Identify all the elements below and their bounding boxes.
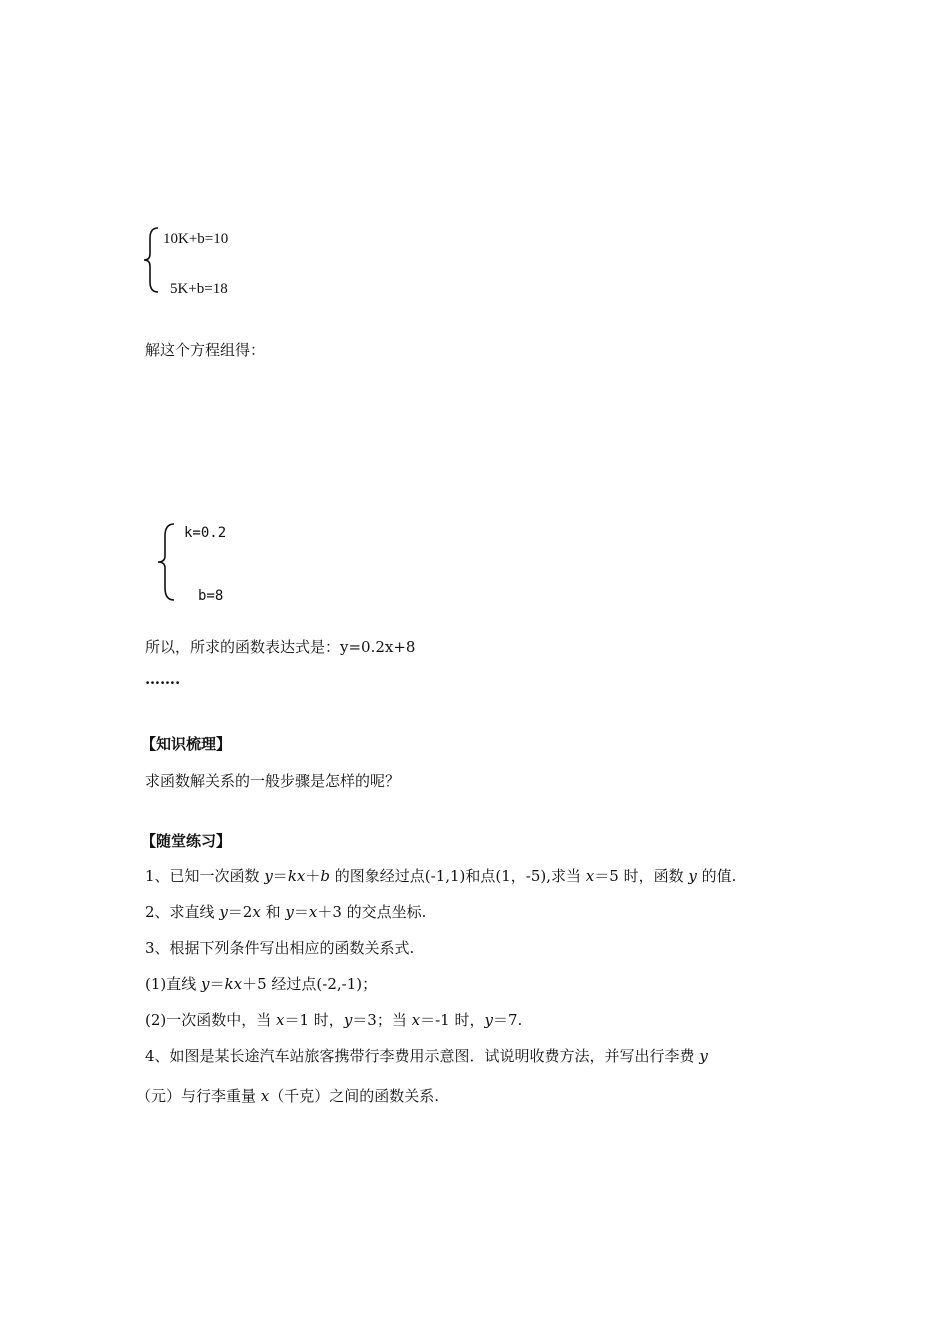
question-4-line-1: 4、如图是某长途汽车站旅客携带行李费用示意图．试说明收费方法，并写出行李费 y bbox=[145, 1047, 708, 1065]
result-text: 所以，所求的函数表达式是：y=0.2x+8 bbox=[145, 638, 416, 656]
knowledge-heading: 【知识梳理】 bbox=[141, 735, 232, 753]
left-brace-2 bbox=[155, 522, 177, 602]
equation-2: 5K+b=18 bbox=[170, 281, 228, 297]
solution-k: k=0.2 bbox=[184, 525, 227, 541]
ellipsis: ……. bbox=[145, 670, 181, 688]
question-3: 3、根据下列条件写出相应的函数关系式. bbox=[145, 939, 415, 957]
question-4-line-2: （元）与行李重量 x（千克）之间的函数关系. bbox=[136, 1087, 440, 1105]
question-3-2: (2)一次函数中，当 x＝1 时，y＝3；当 x＝-1 时，y＝7. bbox=[145, 1011, 523, 1029]
solve-text: 解这个方程组得： bbox=[145, 341, 266, 359]
knowledge-question: 求函数解关系的一般步骤是怎样的呢？ bbox=[145, 772, 401, 790]
left-brace-1 bbox=[141, 226, 161, 294]
question-2: 2、求直线 y＝2x 和 y＝x＋3 的交点坐标. bbox=[145, 903, 427, 921]
practice-heading: 【随堂练习】 bbox=[141, 832, 232, 850]
question-1: 1、已知一次函数 y＝kx＋b 的图象经过点(-1,1)和点(1，-5),求当 x＝5 时，函数 y 的值. bbox=[145, 867, 737, 885]
question-3-1: (1)直线 y＝kx＋5 经过点(-2,-1)； bbox=[145, 975, 378, 993]
solution-b: b=8 bbox=[198, 588, 224, 604]
equation-1: 10K+b=10 bbox=[163, 231, 229, 247]
